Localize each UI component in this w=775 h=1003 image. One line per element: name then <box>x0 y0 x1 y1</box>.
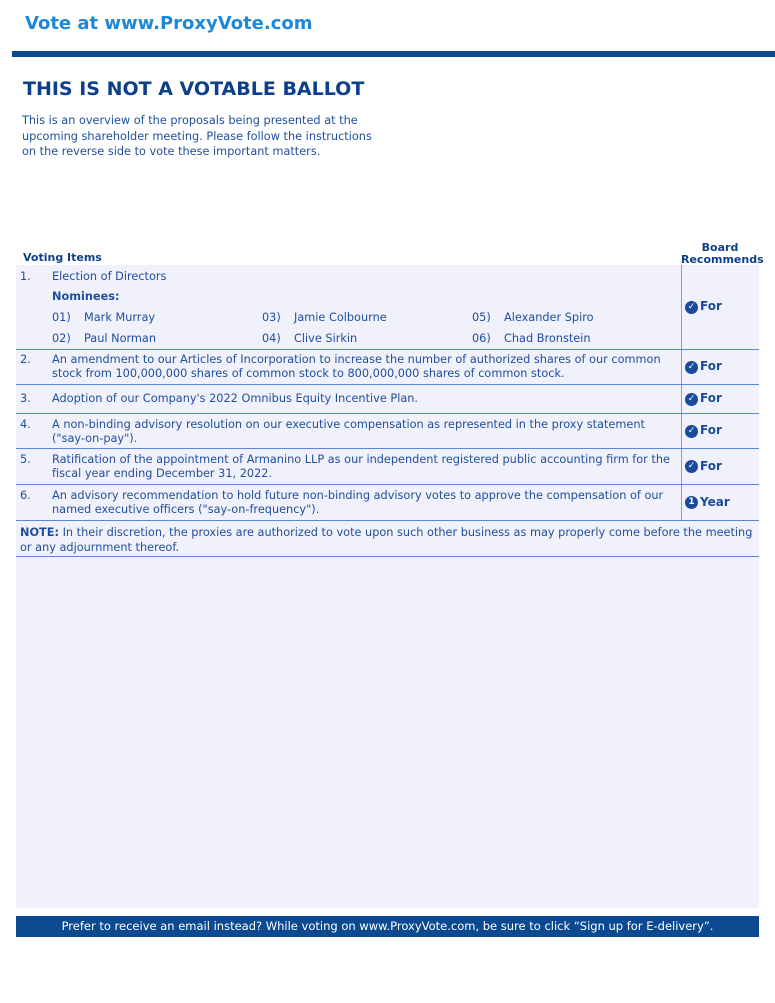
nominees-label: Nominees: <box>52 290 120 303</box>
item-number: 4. <box>20 418 31 431</box>
column-header-board-recommends: Board Recommends <box>681 241 764 266</box>
note-text <box>16 521 759 555</box>
voting-item-row <box>16 485 759 521</box>
item-text: Election of Directors <box>52 270 167 283</box>
check-circle-icon: ✓ <box>685 393 698 406</box>
note-row <box>16 521 759 557</box>
edelivery-banner: Prefer to receive an email instead? While voting on www.ProxyVote.com, be sure to click “Sign up for E-delivery”. <box>16 916 759 937</box>
number-one-circle-icon: 1 <box>685 496 698 509</box>
check-circle-icon: ✓ <box>685 301 698 314</box>
nominee-number: 02) <box>52 332 71 345</box>
nominee-number: 04) <box>262 332 281 345</box>
check-circle-icon: ✓ <box>685 460 698 473</box>
board-recommendation: ✓ For <box>681 449 759 484</box>
nominee-number: 01) <box>52 311 71 324</box>
nominee-name: Jamie Colbourne <box>294 311 387 324</box>
item-number: 1. <box>20 270 31 283</box>
voting-item-row <box>16 265 759 350</box>
nominee-name: Mark Murray <box>84 311 156 324</box>
voting-item-row <box>16 449 759 485</box>
board-recommendation: ✓ For <box>681 385 759 413</box>
nominee-name: Alexander Spiro <box>504 311 594 324</box>
item-number: 6. <box>20 489 31 502</box>
nominee-number: 05) <box>472 311 491 324</box>
board-recommendation: ✓ For <box>681 350 759 384</box>
nominee-number: 03) <box>262 311 281 324</box>
item-text: An advisory recommendation to hold future non-binding advisory votes to approve the compensation of our named executive officers ("say-on-frequency"). <box>52 489 664 516</box>
board-recommendation: 1 Year <box>681 485 759 520</box>
item-text: Adoption of our Company's 2022 Omnibus Equity Incentive Plan. <box>52 392 419 405</box>
note-body: In their discretion, the proxies are authorized to vote upon such other business as may properly come before the meeting or any adjournment thereof. <box>20 526 753 554</box>
item-text: An amendment to our Articles of Incorporation to increase the number of authorized shares of our common stock from 100,000,000 shares of common stock to 800,000,000 shares of common stock. <box>52 353 661 380</box>
item-number: 5. <box>20 453 31 466</box>
header-divider <box>12 51 775 57</box>
voting-item-row <box>16 414 759 449</box>
proxyvote-link[interactable]: Vote at www.ProxyVote.com <box>25 13 313 34</box>
nominee-name: Paul Norman <box>84 332 157 345</box>
item-text: A non-binding advisory resolution on our executive compensation as represented in the proxy statement ("say-on-pay"). <box>52 418 645 445</box>
item-text: Ratification of the appointment of Armanino LLP as our independent registered public accounting firm for the fiscal year ending December 31, 2022. <box>52 453 670 480</box>
item-number: 3. <box>20 392 31 405</box>
intro-text: This is an overview of the proposals being presented at the upcoming shareholder meeting. Please follow the instructions on the reverse side to vote these important matters. <box>22 114 372 158</box>
nominee-name: Chad Bronstein <box>504 332 591 345</box>
board-recommendation: ✓ For <box>681 414 759 448</box>
page-title: THIS IS NOT A VOTABLE BALLOT <box>23 78 365 100</box>
voting-item-row <box>16 385 759 414</box>
nominee-name: Clive Sirkin <box>294 332 358 345</box>
note-label: NOTE: <box>20 526 59 539</box>
check-circle-icon: ✓ <box>685 425 698 438</box>
check-circle-icon: ✓ <box>685 361 698 374</box>
board-recommendation: ✓ For <box>681 265 759 349</box>
item-number: 2. <box>20 353 31 366</box>
column-header-voting-items: Voting Items <box>23 251 102 264</box>
voting-item-row <box>16 350 759 385</box>
nominee-number: 06) <box>472 332 491 345</box>
